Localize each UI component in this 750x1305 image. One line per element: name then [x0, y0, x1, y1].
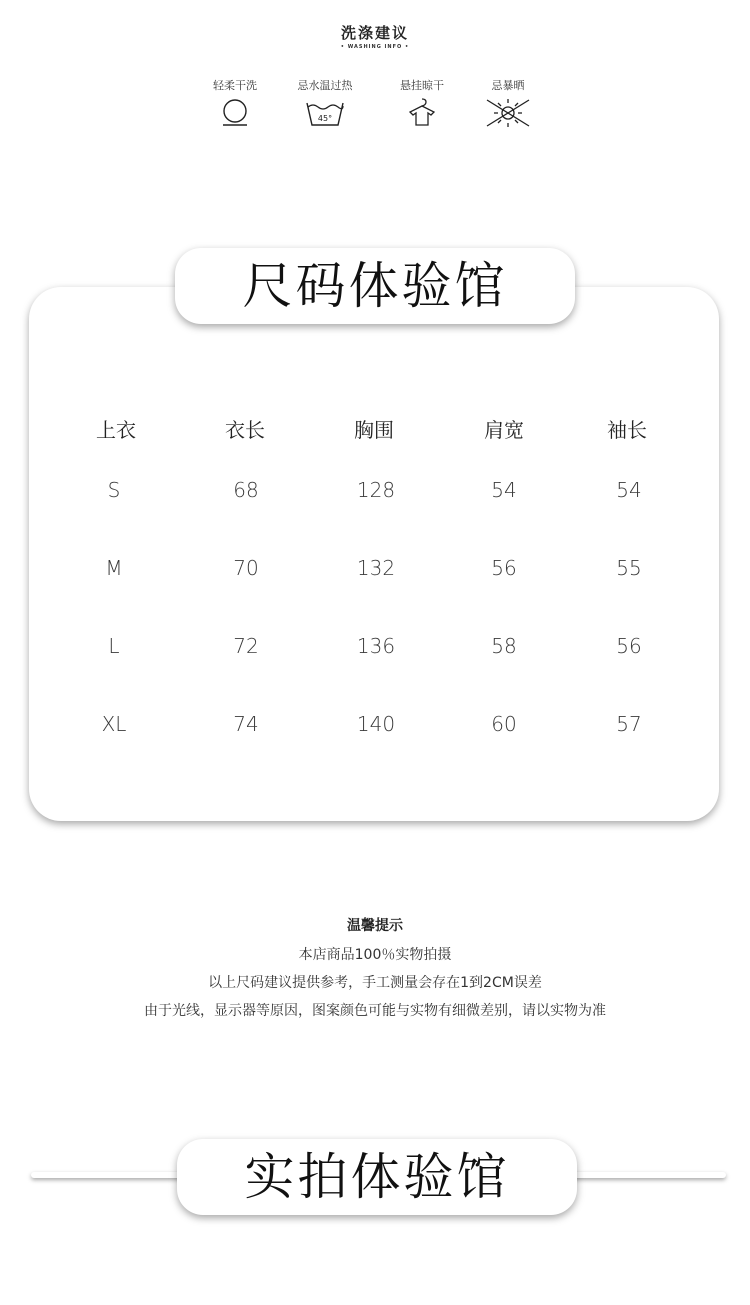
dry-clean-icon — [220, 97, 250, 127]
wash-45-icon — [304, 97, 346, 127]
table-cell: 70 — [233, 556, 259, 580]
hang-dry-icon — [406, 97, 438, 127]
table-row — [29, 712, 719, 790]
table-cell: 68 — [233, 478, 259, 502]
no-sun-icon — [485, 97, 531, 129]
table-cell: 60 — [491, 712, 517, 736]
wash-item-no-sun — [463, 78, 553, 129]
table-cell: 132 — [356, 556, 396, 580]
tips-line: 由于光线，显示器等原因，图案颜色可能与实物有细微差别，请以实物为准 — [144, 1003, 606, 1019]
wash-item-dry-clean — [190, 78, 280, 127]
table-cell: XL — [101, 712, 127, 736]
table-cell: 54 — [491, 478, 517, 502]
wash-label: 悬挂晾干 — [400, 79, 444, 92]
table-cell: S — [107, 478, 121, 502]
table-header-cell: 肩宽 — [484, 418, 524, 442]
wash-item-water-temp — [280, 78, 370, 127]
table-cell: L — [108, 634, 120, 658]
table-header-row — [29, 400, 719, 478]
tips-line: 以上尺码建议提供参考，手工测量会存在1到2CM误差 — [208, 975, 542, 991]
tips-title: 温馨提示 — [347, 918, 403, 934]
table-cell: 55 — [616, 556, 642, 580]
table-header-cell: 上衣 — [96, 418, 136, 442]
table-row — [29, 556, 719, 634]
table-cell: 136 — [356, 634, 396, 658]
wash-item-hang-dry — [377, 78, 467, 127]
tips-line: 本店商品100％实物拍摄 — [298, 947, 452, 963]
washing-icons — [0, 78, 750, 138]
photo-section-title: 实拍体验馆 — [177, 1139, 577, 1215]
table-cell: 58 — [491, 634, 517, 658]
table-cell: M — [105, 556, 123, 580]
table-header-cell: 衣长 — [225, 418, 265, 442]
washing-subtitle: • WASHING INFO • — [340, 44, 410, 50]
table-cell: 56 — [491, 556, 517, 580]
table-cell: 57 — [616, 712, 642, 736]
washing-title: 洗涤建议 — [340, 24, 409, 42]
table-cell: 74 — [233, 712, 259, 736]
wash-label: 轻柔干洗 — [213, 79, 257, 92]
size-section-title: 尺码体验馆 — [175, 248, 575, 324]
table-cell: 54 — [616, 478, 642, 502]
size-table — [29, 400, 719, 790]
table-cell: 128 — [356, 478, 396, 502]
wash-label: 忌暴晒 — [491, 79, 525, 92]
table-cell: 72 — [233, 634, 259, 658]
table-cell: 56 — [616, 634, 642, 658]
table-row — [29, 478, 719, 556]
table-row — [29, 634, 719, 712]
wash-temp-text: 45° — [317, 114, 333, 123]
table-header-cell: 袖长 — [607, 418, 647, 442]
table-header-cell: 胸围 — [354, 418, 394, 442]
table-cell: 140 — [356, 712, 396, 736]
wash-label: 忌水温过热 — [297, 79, 353, 92]
